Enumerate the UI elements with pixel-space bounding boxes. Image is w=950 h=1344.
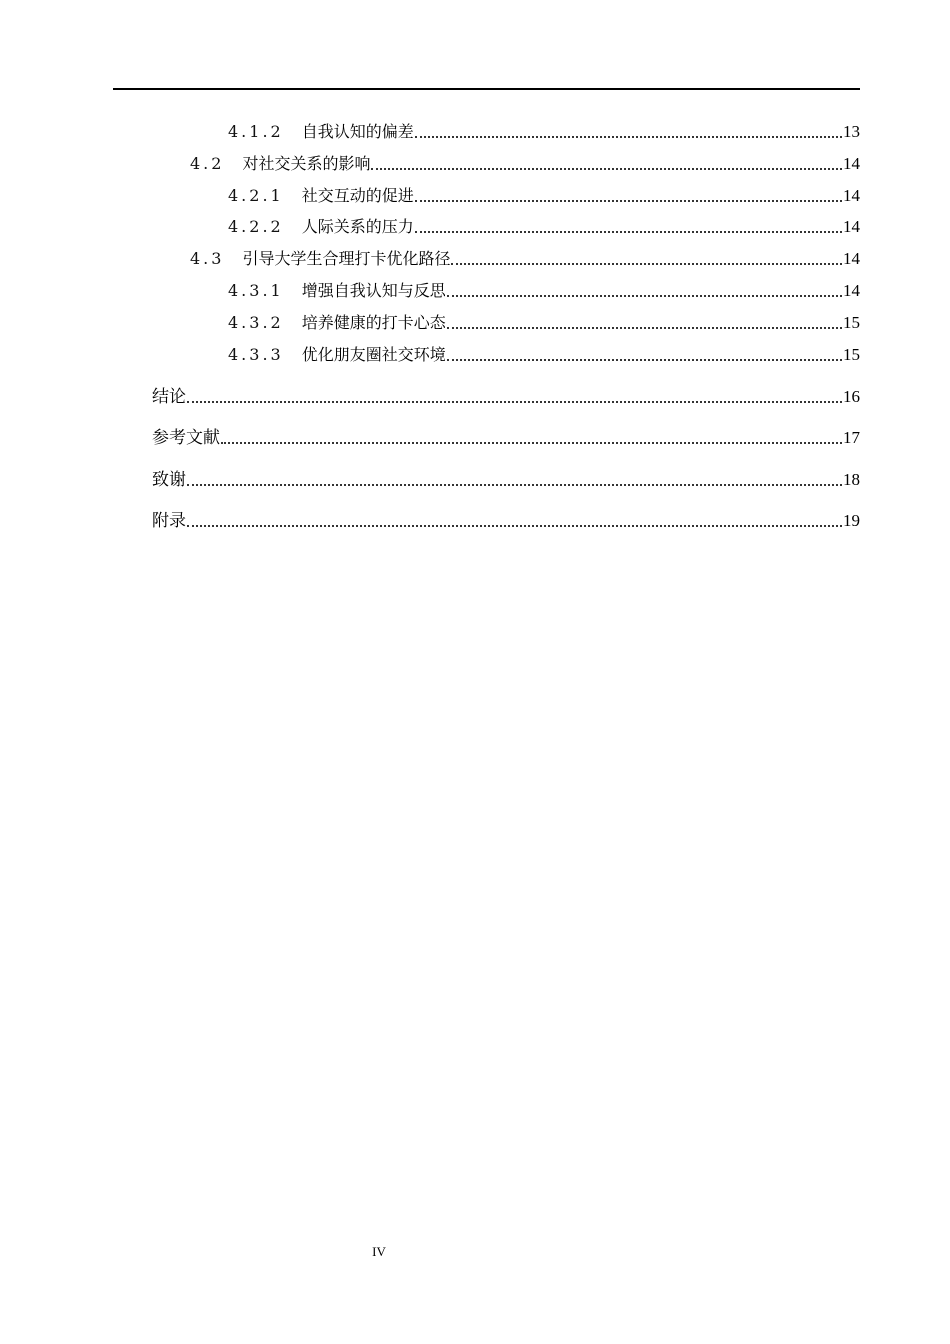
toc-entry-title: 自我认知的偏差 [301,122,414,141]
toc-entry-number: 4.3.3 [228,345,284,364]
toc-entry-4-3-1[interactable] [228,279,860,303]
toc-entry-title: 优化朋友圈社交环境 [301,345,446,364]
toc-entry-number: 4.3.1 [228,281,284,300]
page-number-footer: IV [372,1244,386,1259]
toc-entry-page: 13 [843,122,860,141]
toc-entry-page: 14 [843,154,860,173]
dot-leader [447,359,842,361]
toc-entry-title: 附录 [152,511,186,531]
toc-entry-title: 社交互动的促进 [301,186,414,205]
toc-entry-number: 4.3.2 [228,313,284,332]
toc-entry-page: 15 [843,313,860,332]
toc-entry-4-1-2[interactable] [228,120,860,144]
toc-entry-4-3-3[interactable] [228,343,860,367]
toc-entry-title: 致谢 [152,470,186,490]
dot-leader [187,525,842,527]
toc-entry-number: 4.2 [190,154,225,173]
toc-entry-4-3[interactable] [190,247,860,271]
toc-entry-title: 增强自我认知与反思 [301,281,446,300]
toc-entry-references[interactable] [152,426,860,450]
dot-leader [187,401,842,403]
dot-leader [187,484,842,486]
toc-entry-conclusion[interactable] [152,385,860,409]
toc-entry-page: 14 [843,186,860,205]
toc-entry-page: 19 [843,511,860,530]
toc-entry-title: 人际关系的压力 [301,217,414,236]
toc-entry-page: 15 [843,345,860,364]
toc-entry-page: 17 [843,428,860,447]
toc-entry-acknowledgements[interactable] [152,468,860,492]
toc-entry-title: 对社交关系的影响 [242,154,371,173]
toc-entry-title: 引导大学生合理打卡优化路径 [242,249,451,268]
toc-entry-page: 14 [843,281,860,300]
dot-leader [451,263,842,265]
toc-entry-page: 14 [843,217,860,236]
toc-entry-page: 18 [843,470,860,489]
toc-entry-number: 4.1.2 [228,122,284,141]
toc-entry-title: 结论 [152,387,186,407]
toc-entry-title: 参考文献 [152,428,220,448]
toc-entry-number: 4.2.2 [228,217,284,236]
dot-leader [221,442,842,444]
toc-entry-4-3-2[interactable] [228,311,860,335]
dot-leader [447,327,842,329]
toc-entry-number: 4.2.1 [228,186,284,205]
toc-entry-page: 14 [843,249,860,268]
toc-entry-title: 培养健康的打卡心态 [301,313,446,332]
toc-entry-appendix[interactable] [152,509,860,533]
dot-leader [447,295,842,297]
toc-entry-4-2-2[interactable] [228,215,860,239]
dot-leader [415,200,842,202]
toc-entry-page: 16 [843,387,860,406]
dot-leader [415,136,842,138]
toc-entry-4-2-1[interactable] [228,184,860,208]
dot-leader [371,168,842,170]
toc-entry-4-2[interactable] [190,152,860,176]
dot-leader [415,231,842,233]
toc-entry-number: 4.3 [190,249,225,268]
